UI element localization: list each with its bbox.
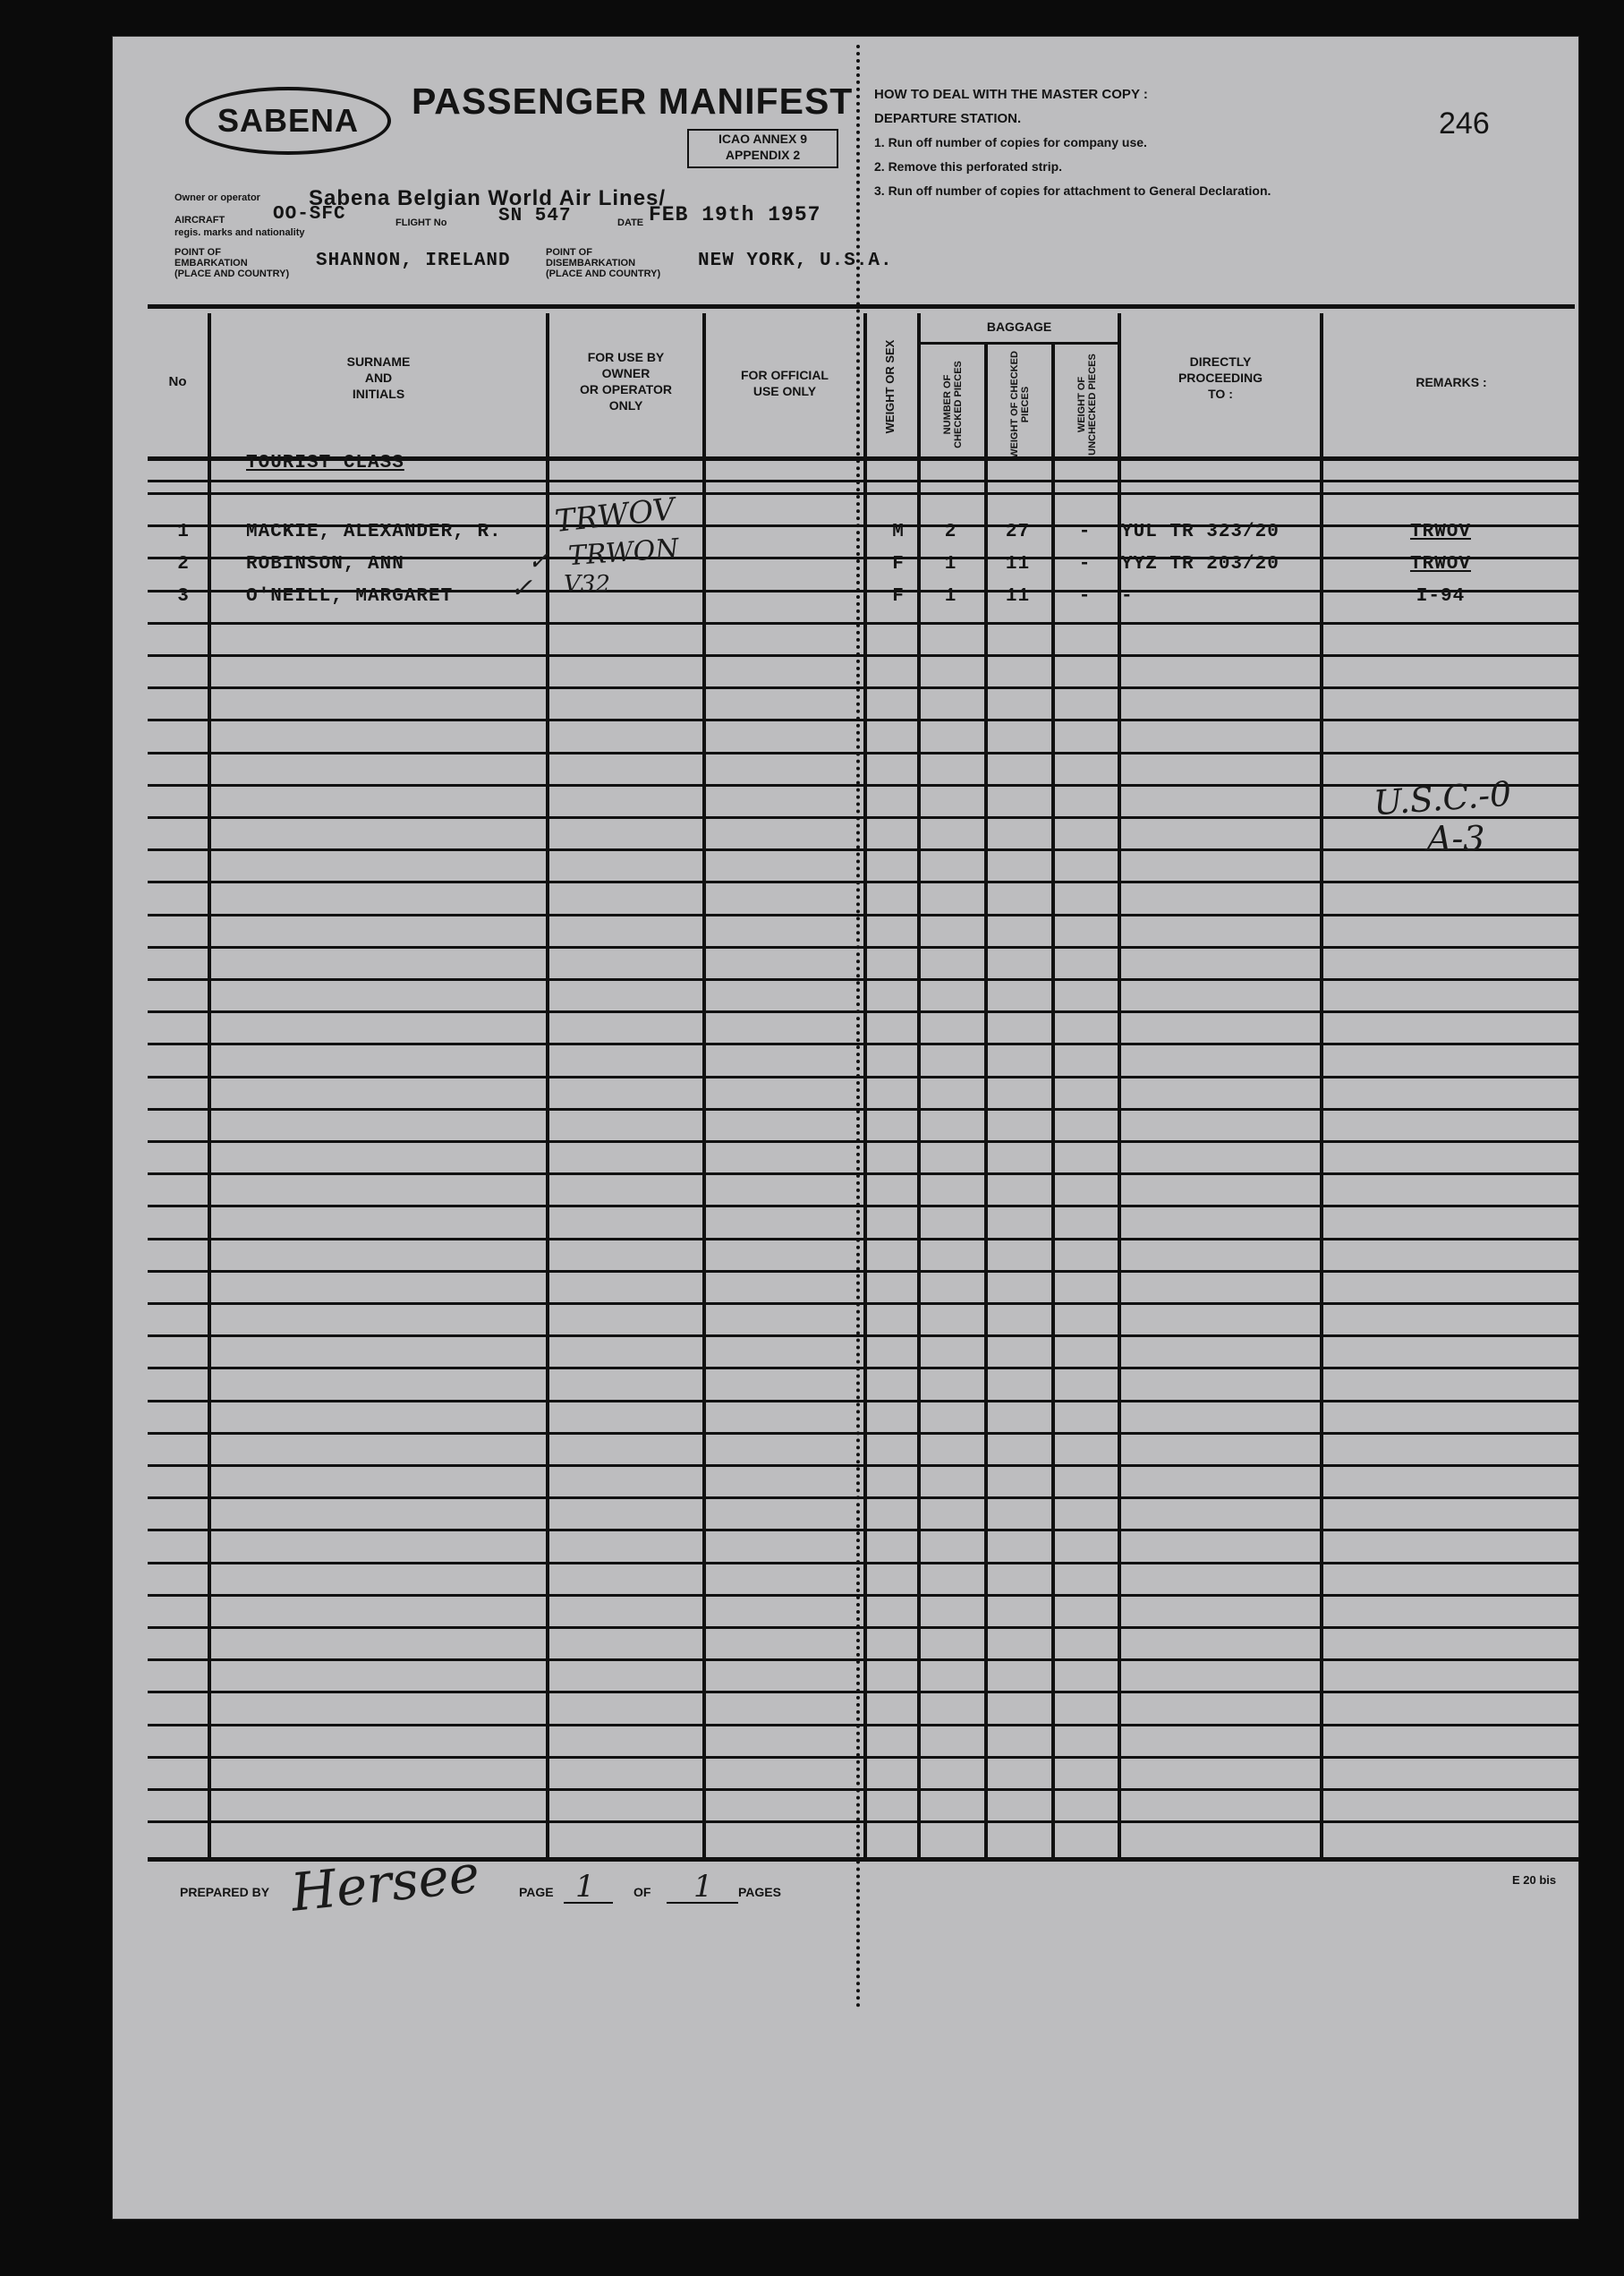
row-rule: [148, 719, 1579, 721]
row-rule: [148, 914, 1579, 916]
row-rule: [148, 1691, 1579, 1693]
icao-annex-box: [687, 129, 838, 168]
col-header-bag-num: NUMBER OF CHECKED PIECES: [942, 361, 964, 448]
row-rule: [148, 1010, 1579, 1013]
signature: Hersee: [288, 1843, 483, 1923]
embark-label-2: EMBARKATION: [174, 258, 248, 269]
row-rule: [148, 1205, 1579, 1207]
row-rule: [148, 1302, 1579, 1305]
checkmark-icon: ✓: [510, 573, 533, 604]
manifest-sheet: [112, 36, 1579, 2220]
row-rule: [148, 1756, 1579, 1759]
passenger-name: MACKIE, ALEXANDER, R.: [246, 522, 502, 542]
col-header-official: [706, 367, 863, 399]
passenger-remarks: TRWOV: [1409, 522, 1471, 542]
surname-line-3: INITIALS: [352, 387, 405, 401]
passenger-no: 2: [177, 554, 190, 575]
passenger-unchecked: -: [1078, 522, 1092, 542]
passenger-pieces: 2: [944, 522, 957, 542]
disembark-value: NEW YORK, U.S.A.: [698, 251, 893, 271]
row-rule: [148, 752, 1579, 754]
col-header-remarks: REMARKS :: [1416, 375, 1487, 389]
page-label: PAGE: [519, 1885, 554, 1899]
page-underline: [564, 1902, 613, 1904]
row-rule: [148, 1594, 1579, 1597]
row-rule: [148, 1076, 1579, 1078]
embark-label-1: POINT OF: [174, 247, 221, 258]
icao-line-1: ICAO ANNEX 9: [718, 132, 808, 146]
passenger-proceeding: YUL TR 323/20: [1121, 522, 1280, 542]
row-rule: [148, 1238, 1579, 1240]
passenger-weight: 27: [1005, 522, 1031, 542]
disembark-label-3: (PLACE AND COUNTRY): [546, 269, 661, 279]
row-rule: [148, 881, 1579, 883]
passenger-name: ROBINSON, ANN: [246, 554, 404, 575]
col-header-bag-unchecked: WEIGHT OF UNCHECKED PIECES: [1076, 354, 1098, 456]
col-header-bag-weight: WEIGHT OF CHECKED PIECES: [1009, 351, 1031, 458]
disembark-label-2: DISEMBARKATION: [546, 258, 636, 269]
row-rule: [148, 1367, 1579, 1369]
flight-value: SN 547: [498, 206, 572, 226]
col-header-surname: [211, 354, 546, 402]
row-rule: [148, 978, 1579, 981]
passenger-proceeding: -: [1121, 586, 1134, 607]
aircraft-label: AIRCRAFT: [174, 215, 225, 226]
instr-heading: HOW TO DEAL WITH THE MASTER COPY :: [874, 87, 1148, 102]
passenger-unchecked: -: [1078, 554, 1092, 575]
passenger-unchecked: -: [1078, 586, 1092, 607]
baggage-divider: [917, 342, 1119, 345]
owner-line-3: OR OPERATOR: [580, 382, 672, 396]
passenger-remarks: TRWOV: [1409, 554, 1471, 575]
col-header-sex: WEIGHT OR SEX: [883, 339, 897, 434]
instr-step-2: 2. Remove this perforated strip.: [874, 159, 1063, 174]
row-rule: [148, 622, 1579, 625]
perforated-strip: [856, 45, 860, 2009]
row-rule: [148, 1820, 1579, 1823]
row-rule: [148, 686, 1579, 689]
row-rule: [148, 1626, 1579, 1629]
col-header-baggage: BAGGAGE: [986, 320, 1052, 334]
row-rule: [148, 1788, 1579, 1791]
row-rule: [148, 1464, 1579, 1467]
instr-step-3: 3. Run off number of copies for attachment to General Declaration.: [874, 183, 1271, 198]
row-rule: [148, 1270, 1579, 1273]
passenger-sex: F: [892, 554, 905, 575]
passenger-weight: 11: [1005, 586, 1031, 607]
row-rule: [148, 1432, 1579, 1435]
row-rule: [148, 1562, 1579, 1564]
col-header-proceeding: [1121, 354, 1320, 402]
checkmark-icon: ✓: [528, 546, 549, 575]
owner-line-2: OWNER: [601, 366, 650, 380]
row-rule: [148, 1108, 1579, 1111]
annotation-line-2: A-3: [1427, 819, 1485, 858]
aircraft-sub: regis. marks and nationality: [174, 227, 305, 238]
official-line-1: FOR OFFICIAL: [741, 368, 829, 382]
owner-line-1: FOR USE BY: [587, 350, 665, 364]
row-rule: [148, 784, 1579, 787]
proceed-line-3: TO :: [1208, 387, 1233, 401]
row-rule: [148, 1658, 1579, 1661]
surname-line-2: AND: [364, 371, 393, 385]
section-label: TOURIST CLASS: [246, 453, 404, 473]
icao-line-2: APPENDIX 2: [725, 148, 801, 162]
form-code: E 20 bis: [1512, 1873, 1557, 1887]
of-label: OF: [633, 1885, 651, 1899]
owner-note-3: V32: [564, 571, 610, 598]
col-line-weight: [1051, 345, 1055, 1857]
row-rule: [148, 1172, 1579, 1175]
pages-label: PAGES: [738, 1885, 781, 1899]
owner-line-4: ONLY: [608, 398, 643, 413]
passenger-pieces: 1: [944, 554, 957, 575]
date-value: FEB 19th 1957: [649, 203, 821, 226]
row-rule: [148, 1334, 1579, 1337]
col-header-no: No: [168, 374, 187, 389]
row-rule: [148, 1529, 1579, 1531]
instr-station: DEPARTURE STATION.: [874, 111, 1022, 126]
row-rule: [148, 654, 1579, 657]
col-header-owner: [549, 349, 702, 413]
of-value: 1: [693, 1869, 713, 1905]
instructions: [874, 82, 1271, 203]
prepared-by-label: PREPARED BY: [180, 1885, 270, 1899]
aircraft-value: OO-SFC: [273, 204, 346, 225]
row-rule: [148, 946, 1579, 949]
annotation-line-1: U.S.C.-0: [1372, 773, 1513, 823]
passenger-proceeding: YYZ TR 203/20: [1121, 554, 1280, 575]
owner-value: Sabena Belgian World Air Lines/: [309, 186, 667, 210]
section-rule: [148, 480, 1579, 482]
flight-label: FLIGHT No: [395, 217, 447, 228]
passenger-pieces: 1: [944, 586, 957, 607]
owner-note-1: TRWOV: [553, 491, 677, 540]
of-underline: [667, 1902, 738, 1904]
embark-value: SHANNON, IRELAND: [316, 251, 511, 271]
col-line-pieces: [984, 345, 988, 1857]
proceed-line-1: DIRECTLY: [1189, 354, 1252, 369]
passenger-name: O'NEILL, MARGARET: [246, 586, 454, 607]
page-number: 246: [1439, 107, 1490, 141]
surname-line-1: SURNAME: [346, 354, 411, 369]
row-rule: [148, 848, 1579, 851]
owner-note-2: TRWON: [566, 533, 680, 573]
official-line-2: USE ONLY: [752, 384, 817, 398]
row-rule: [148, 1724, 1579, 1726]
proceed-line-2: PROCEEDING: [1178, 371, 1263, 385]
passenger-no: 1: [177, 522, 190, 542]
disembark-label-1: POINT OF: [546, 247, 592, 258]
sabena-logo: SABENA: [185, 87, 391, 155]
date-label: DATE: [617, 217, 644, 228]
row-rule: [148, 1043, 1579, 1045]
row-rule: [148, 1140, 1579, 1143]
embark-label-3: (PLACE AND COUNTRY): [174, 269, 290, 279]
passenger-sex: M: [892, 522, 905, 542]
row-rule: [148, 1496, 1579, 1499]
instr-step-1: 1. Run off number of copies for company use.: [874, 135, 1147, 149]
passenger-no: 3: [177, 586, 190, 607]
passenger-weight: 11: [1005, 554, 1031, 575]
page-title: PASSENGER MANIFEST: [412, 81, 854, 122]
table-top-border: [148, 304, 1575, 309]
row-rule: [148, 492, 1579, 495]
row-rule: [148, 816, 1579, 819]
page-value: 1: [575, 1869, 595, 1905]
passenger-sex: F: [892, 586, 905, 607]
passenger-remarks: I-94: [1416, 586, 1466, 607]
owner-label: Owner or operator: [174, 192, 260, 203]
row-rule: [148, 1400, 1579, 1402]
